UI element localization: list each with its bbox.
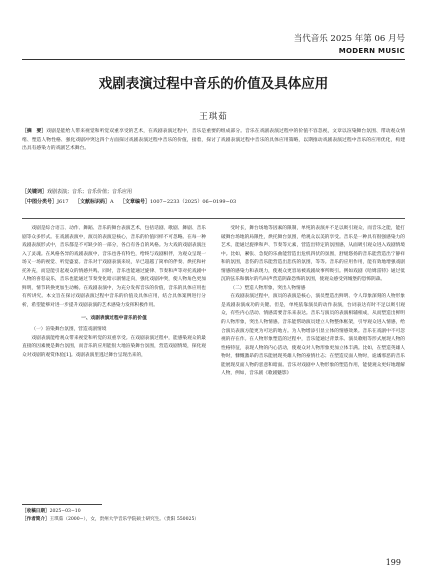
page-number: 199 [385, 558, 401, 567]
meta-divider [22, 218, 405, 219]
intro-paragraph: 戏剧是综合语言、动作、舞蹈、音乐的舞台表演艺术，包括话剧、歌剧、舞剧、音乐剧等众多形式。在戏剧表演中，演员的表演是核心，音乐的价值同样不可忽略。在每一种戏剧表演形式中，音乐都是不可缺少的一部分，各自有各自的风格。为大戏的戏剧表演注入了灵魂。在风格各异的戏剧表演中，音乐也各有特色，给终与戏剧相伴，为观众呈现一场又一场的视觉、听觉盛宴。音乐对于戏剧表演来说，早已超越了简单的伴奏、烘托和衬托补充，而是能引起观众的情感共鸣。同时，音乐也能通过旋律、节奏和声等对托戏剧中人物的喜怒哀乐，音乐也能通过节奏变化暗示剧情走向，强化戏剧冲突，使人物角色更加鲜明，情节转换更加生动畅。在戏剧表演中，为充分发挥音乐的价值，音乐的具体应用也有所讲究。本文旨在探讨戏剧表演过程中音乐的价值及具体应用，结合具体案例进行分析，希望能够对进一步提升戏剧表演的艺术感染力发挥积极作用。 [22, 226, 206, 308]
article-number-label: ［文章编号］ [119, 199, 150, 205]
section-heading: 一、戏剧表演过程中音乐的价值 [81, 316, 147, 322]
footnote-rule [22, 504, 102, 505]
body-paragraph: 戏剧表演能给观众带来视觉和听觉的双重享受。在戏剧表演过程中，能感染观众的最直接的因素便是舞台氛围，而音乐的应用能很大地渲染舞台氛围，营造戏剧情境，探化观众对戏剧的观赏体验[1]。戏剧表演里逃过舞台呈现出来的， [22, 335, 206, 358]
received-date: ［收稿日期］2025−03−10 [22, 509, 81, 514]
clc-value: J617 [57, 199, 69, 205]
footnote [22, 508, 206, 524]
doc-code-value: A [109, 199, 114, 205]
article-author: 王琪茹 [199, 112, 228, 122]
keywords-label: ［关键词］ [22, 189, 48, 195]
author-bio: ［作者简介］王琪茹（2000−），女，贵州大学音乐学院硕士研究生。（贵阳 550025） [22, 517, 199, 522]
body-paragraph: 受时长，舞台场地等因素的限制，单纯的表演并不足以吸引观众，而音乐之能，能打破舞台场地的局限性，烘托舞台氛围，给观众以美的享受。音乐是一种具有很强感染力的艺术，能通过旋律和声、节奏等元素，营造出特定的氛围感，从面吸引观众进入戏剧情境中。比如，紧张、急促的乐曲能营造出危机四伏的氛围，舒缓悠扬的音乐能营造出宁静祥和的氛围，悲伤的音乐能营造出悲伤的氛围，等等。音乐的应用作用，能有效地增强戏剧情感的感染力和表现力，使观众更容易被戏剧故事所吸引。例如戏剧《哈姆雷特》通过低沉的弦乐和偶尔的鸟叫声营造阴森恐怖的氛围，使观众感受到城堡的恐怖阴森。 [221, 226, 405, 283]
keywords-text: 戏剧表演；音乐；音乐价值；音乐应用 [47, 189, 133, 195]
doc-code-label: ［文献标识码］ [74, 199, 110, 205]
clc-label: ［中图分类号］ [22, 199, 58, 205]
subsection-heading: （一）渲染舞台氛围，营造戏剧情境 [31, 327, 107, 333]
abstract [22, 127, 405, 154]
journal-header [294, 33, 405, 57]
body-column-right [221, 225, 405, 379]
abstract-text: 戏剧是能给人带来视觉和听觉双重享受的艺术，在戏剧表演过程中，音乐是重要的组成部分。音乐在戏剧表演过程中的价值不容忽视，文章以渲染舞台氛围、带动观众情绪、塑造人物性格、强化戏剧冲突这四个方面探讨戏剧表演过程中音乐的价值，接着，探讨了戏剧表演过程中音乐的具体应用策略，以期推动戏剧表演过程中音乐的应用优化，构建出具有感染力的戏剧艺术舞台。 [22, 129, 405, 152]
header-rule [22, 59, 405, 60]
article-title: 戏剧表演过程中音乐的价值及具体应用 [98, 76, 329, 92]
keywords [22, 188, 405, 197]
article-number-value: 1007−2233（2025）06−0199−03 [149, 199, 237, 205]
journal-name-en: MODERN MUSIC [338, 47, 405, 55]
body-column-left [22, 225, 206, 360]
abstract-label: ［摘 要］ [22, 128, 47, 134]
classification-line [22, 198, 405, 207]
subsection-heading: （二）塑造人物形象，突出人物情感 [230, 285, 306, 291]
body-paragraph: 在戏剧表演过程中，演员的表演是核心，演员塑造出鲜明、令人印象深刻的人物形象是戏剧表演成功的关键。但是，单纯依靠演员的动作表演，台词表达有时不足以吸引观众，有些内心活动、情感需要音乐来表达。音乐与演员的表演相辅相成，从而塑造出鲜明的人物形象，突出人物情感。音乐能帮助演员建立人物整体框架，引导观众进入情感，给合演员表演方能更为可达的地方。为人物增添引显立体的情感效果。音乐在戏剧中不可忽视的存在作。在人物形象塑造的过程中，音乐能通过背景乐、演员歌唱等形式展现人物的性格特征，表现人物的内心活动，使观众对人物形象更加立体丰满。比如，在塑造英雄人物时，慷慨激昂的音乐能展现英雄人物的豪情壮志；在塑造反面人物时，诡谲邪恶的音乐能展现反面人物的恶意和暗面。音乐对戏剧中人物形象的塑造作用，能使观众更好地理解人物，例如，音乐剧《歌剧魅影》 [221, 294, 405, 377]
journal-issue: 当代音乐 2025 年第 06 月号 [293, 34, 405, 44]
